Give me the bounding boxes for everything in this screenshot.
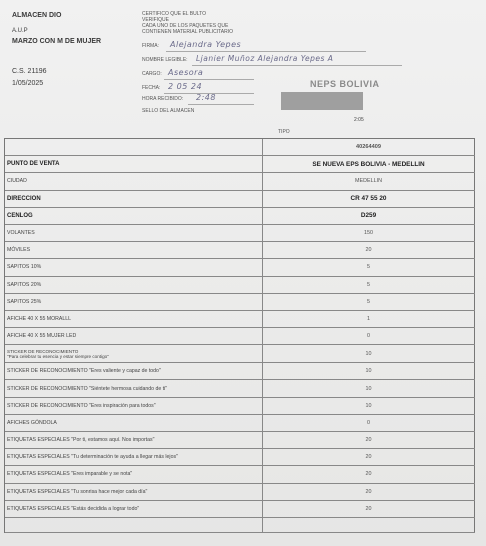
- table-row: [5, 311, 475, 328]
- table-row: [5, 345, 475, 363]
- row-value: 20: [263, 449, 475, 465]
- table-row: [5, 173, 475, 190]
- row-label-cell: ETIQUETAS ESPECIALES "Por ti, estamos aquí. Nos importas": [5, 432, 263, 448]
- table-row: [5, 259, 475, 276]
- row-value: 0: [263, 415, 475, 431]
- row-value: 5: [263, 259, 475, 275]
- row-label-cell: VOLANTES: [5, 225, 263, 241]
- table-row: [5, 191, 475, 208]
- row-value: 20: [263, 484, 475, 500]
- cargo-label: CARGO:: [142, 71, 162, 77]
- fecha-label: FECHA:: [142, 85, 161, 91]
- event-line: MARZO CON M DE MUJER: [12, 38, 102, 45]
- hora-value: 2:48: [196, 93, 216, 102]
- row-label-cell: STICKER DE RECONOCIMIENTO "Eres valiente y capaz de todo": [5, 363, 263, 379]
- row-label-cell: ETIQUETAS ESPECIALES "Tu sonrisa hace mejor cada día": [5, 484, 263, 500]
- tipo-label: TIPO: [278, 129, 290, 135]
- row-label-cell: SAPITOS 20%: [5, 277, 263, 293]
- cs-number: C.S. 21196: [12, 68, 47, 75]
- row-value: 5: [263, 294, 475, 310]
- row-label-cell: ETIQUETAS ESPECIALES "Eres imparable y se nota": [5, 466, 263, 482]
- row-value: 10: [263, 398, 475, 414]
- header-id-cell: 40264409: [263, 139, 475, 155]
- table-row: [5, 501, 475, 518]
- row-value: 10: [263, 363, 475, 379]
- table-header-row: [5, 139, 475, 156]
- cert-line-3: CADA UNO DE LOS PAQUETES QUE: [142, 23, 229, 29]
- row-label-cell: PUNTO DE VENTA: [5, 156, 263, 172]
- stamp-brand: NEPS BOLIVIA: [310, 79, 380, 89]
- row-value: 20: [263, 432, 475, 448]
- row-label-cell: [5, 345, 263, 362]
- cargo-value: Asesora: [168, 68, 204, 77]
- row-value: MEDELLIN: [263, 173, 475, 189]
- row-label-cell: AFICHE 40 X 55 MUJER LED: [5, 328, 263, 344]
- row-label-cell: STICKER DE RECONOCIMIENTO "Eres inspiración para todos": [5, 398, 263, 414]
- row-value: D259: [263, 208, 475, 224]
- row-label-cell: MÓVILES: [5, 242, 263, 258]
- row-value: 10: [263, 345, 475, 362]
- row-label-cell: DIRECCION: [5, 191, 263, 207]
- material-table: [4, 138, 475, 533]
- table-body: [5, 156, 475, 518]
- nombre-label: NOMBRE LEGIBLE:: [142, 57, 188, 63]
- cert-line-1: CERTIFICO QUE EL BULTO: [142, 11, 206, 17]
- row-value: 20: [263, 501, 475, 517]
- row-value: 150: [263, 225, 475, 241]
- stamp-logo: [281, 92, 363, 110]
- row-value: 20: [263, 466, 475, 482]
- table-row: [5, 242, 475, 259]
- table-row: [5, 225, 475, 242]
- row-sublabel: "Para celebrar tu esencia y estar siempre contigo": [7, 353, 109, 359]
- stamp-time: 2:05: [354, 117, 364, 123]
- firma-value: Alejandra Yepes: [170, 40, 242, 49]
- row-value: 0: [263, 328, 475, 344]
- row-label-cell: AFICHES GÓNDOLA: [5, 415, 263, 431]
- fecha-value: 2 05 24: [168, 82, 203, 91]
- firma-label: FIRMA:: [142, 43, 159, 49]
- row-value: CR 47 55 20: [263, 191, 475, 207]
- row-label-cell: STICKER DE RECONOCIMIENTO "Siéntete hermosa cuidando de ti": [5, 380, 263, 396]
- row-label-cell: AFICHE 40 X 55 MORALLL: [5, 311, 263, 327]
- cert-line-2: VERIFIQUE: [142, 17, 169, 23]
- row-label-cell: CIUDAD: [5, 173, 263, 189]
- table-row: [5, 328, 475, 345]
- table-row: [5, 432, 475, 449]
- org-line: ALMACEN DIO: [12, 12, 62, 19]
- header-left-cell: [5, 139, 263, 155]
- table-row: [5, 277, 475, 294]
- row-value: 1: [263, 311, 475, 327]
- table-row: [5, 415, 475, 432]
- row-label-cell: CENLOG: [5, 208, 263, 224]
- table-row: [5, 294, 475, 311]
- table-row: [5, 484, 475, 501]
- row-label-cell: SAPITOS 25%: [5, 294, 263, 310]
- table-row: [5, 449, 475, 466]
- table-row: [5, 398, 475, 415]
- table-row: [5, 363, 475, 380]
- table-row: [5, 156, 475, 173]
- hora-label: HORA RECIBIDO:: [142, 96, 184, 102]
- nombre-value: Ljanier Muñoz Alejandra Yepes A: [196, 54, 334, 63]
- table-row: [5, 380, 475, 397]
- row-value: 10: [263, 380, 475, 396]
- row-label-cell: ETIQUETAS ESPECIALES "Estás decidida a lograr todo": [5, 501, 263, 517]
- table-empty-row: [5, 518, 475, 533]
- row-label-cell: SAPITOS 10%: [5, 259, 263, 275]
- sello-label: SELLO DEL ALMACEN: [142, 108, 195, 114]
- cert-line-4: CONTIENEN MATERIAL PUBLICITARIO: [142, 29, 234, 35]
- table-row: [5, 208, 475, 225]
- row-value: 5: [263, 277, 475, 293]
- row-label: STICKER DE RECONOCIMIENTO: [7, 348, 79, 354]
- code-line: A.U.P: [12, 28, 28, 34]
- date-text: 1/05/2025: [12, 80, 44, 87]
- row-value: 20: [263, 242, 475, 258]
- row-value: SE NUEVA EPS BOLIVIA - MEDELLIN: [263, 156, 475, 172]
- row-label-cell: ETIQUETAS ESPECIALES "Tu determinación te ayuda a llegar más lejos": [5, 449, 263, 465]
- table-row: [5, 466, 475, 483]
